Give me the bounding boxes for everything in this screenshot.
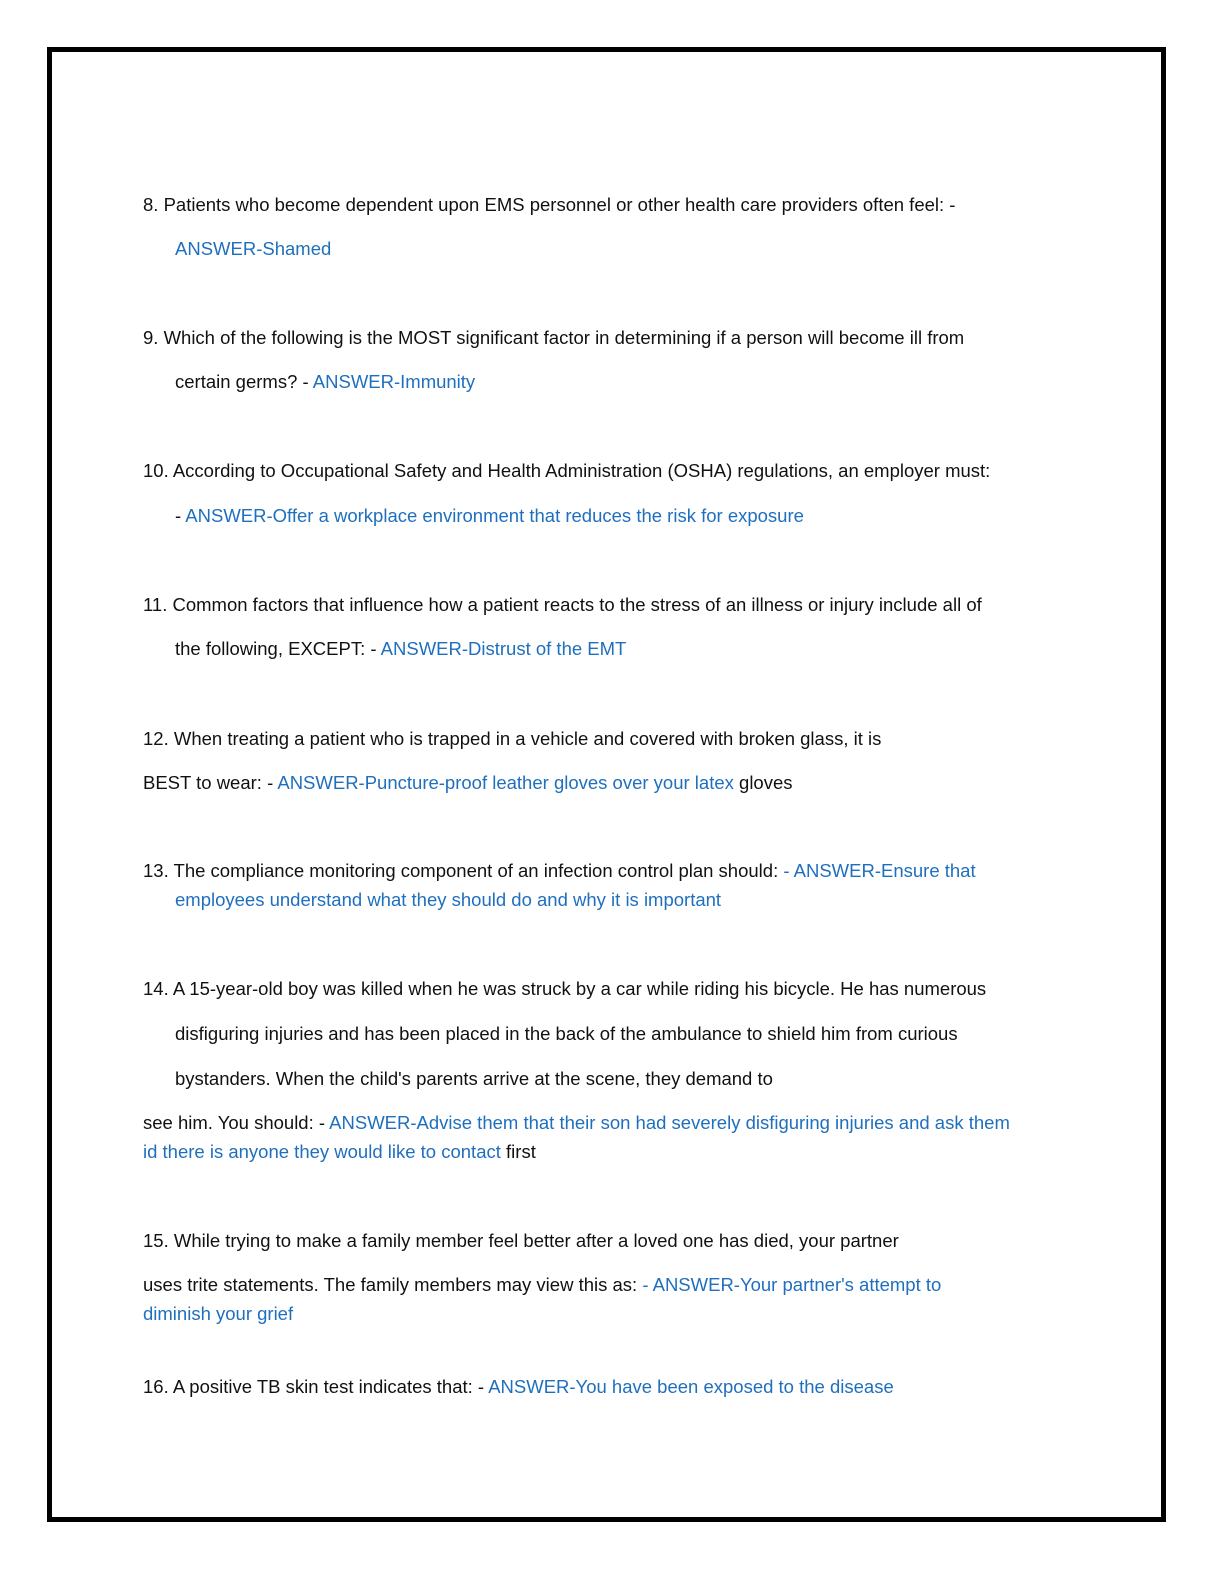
question-12-line-2: BEST to wear: - ANSWER-Puncture-proof leather gloves over your latex gloves xyxy=(143,772,793,793)
question-16-line-1: 16. A positive TB skin test indicates that: - ANSWER-You have been exposed to the disease xyxy=(143,1376,894,1397)
question-12-line-1: 12. When treating a patient who is trapped in a vehicle and covered with broken glass, it is xyxy=(143,728,882,749)
answer-text: diminish your grief xyxy=(143,1303,294,1324)
question-14-line-2: disfiguring injuries and has been placed in the back of the ambulance to shield him from curious xyxy=(175,1023,958,1044)
question-14-line-4: see him. You should: - ANSWER-Advise them that their son had severely disfiguring injuries and ask them xyxy=(143,1112,1010,1133)
question-8-line-1: 8. Patients who become dependent upon EMS personnel or other health care providers often feel: - xyxy=(143,194,956,215)
answer-text: id there is anyone they would like to contact xyxy=(143,1141,501,1162)
answer-text: ANSWER-Immunity xyxy=(312,371,476,392)
answer-text: ANSWER-Puncture-proof leather gloves over your latex xyxy=(277,772,734,793)
answer-text: - ANSWER-Your partner's attempt to xyxy=(642,1274,942,1295)
question-13-line-2 xyxy=(175,889,721,911)
question-14-line-3: bystanders. When the child's parents arrive at the scene, they demand to xyxy=(175,1068,773,1089)
question-15-line-1: 15. While trying to make a family member feel better after a loved one has died, your partner xyxy=(143,1230,899,1251)
answer-text: ANSWER-Advise them that their son had severely disfiguring injuries and ask them xyxy=(329,1112,1010,1133)
question-11-line-1: 11. Common factors that influence how a patient reacts to the stress of an illness or injury include all of xyxy=(143,594,982,615)
answer-text: ANSWER-Offer a workplace environment that reduces the risk for exposure xyxy=(185,505,804,526)
question-14-line-1: 14. A 15-year-old boy was killed when he was struck by a car while riding his bicycle. He has numerous xyxy=(143,978,987,999)
question-9-line-2: certain germs? - ANSWER-Immunity xyxy=(175,371,476,392)
question-8-line-2 xyxy=(175,238,331,260)
answer-text: - ANSWER-Ensure that xyxy=(783,860,976,881)
answer-text: ANSWER-You have been exposed to the disease xyxy=(488,1376,894,1397)
answer-text: ANSWER-Distrust of the EMT xyxy=(380,638,627,659)
question-14-line-5: id there is anyone they would like to contact first xyxy=(143,1141,536,1162)
answer-text: employees understand what they should do and why it is important xyxy=(175,889,722,910)
question-10-line-2: - ANSWER-Offer a workplace environment that reduces the risk for exposure xyxy=(175,505,804,526)
question-15-line-2: uses trite statements. The family members may view this as: - ANSWER-Your partner's attempt to xyxy=(143,1274,942,1295)
question-13-line-1: 13. The compliance monitoring component of an infection control plan should: - ANSWER-Ensure that xyxy=(143,860,976,881)
question-9-line-1: 9. Which of the following is the MOST significant factor in determining if a person will become ill from xyxy=(143,327,965,348)
question-10-line-1: 10. According to Occupational Safety and Health Administration (OSHA) regulations, an employer must: xyxy=(143,460,991,481)
answer-text: ANSWER-Shamed xyxy=(175,238,332,259)
question-11-line-2: the following, EXCEPT: - ANSWER-Distrust of the EMT xyxy=(175,638,627,659)
question-15-line-3 xyxy=(143,1303,293,1325)
